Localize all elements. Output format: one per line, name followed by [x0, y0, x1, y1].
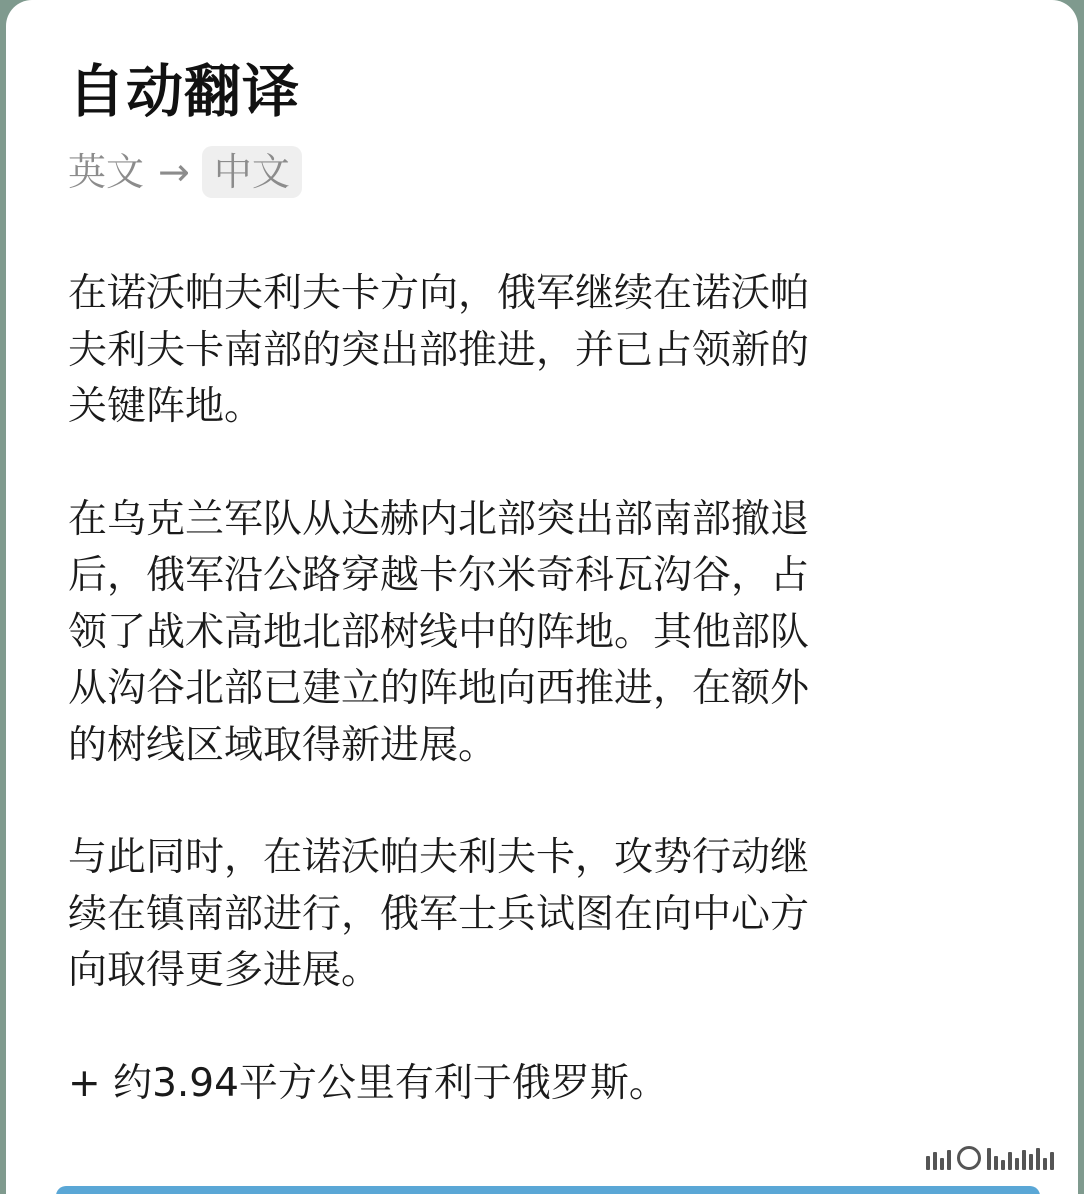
paragraph: + 约3.94平方公里有利于俄罗斯。: [68, 1060, 668, 1106]
source-language[interactable]: 英文: [68, 150, 145, 194]
language-switcher[interactable]: [68, 146, 302, 198]
translated-text: [68, 266, 988, 1168]
paragraph: 在乌克兰军队从达赫内北部突出部南部撤退 后，俄军沿公路穿越卡尔米奇科瓦沟谷，占 领了战术高地北部树线中的阵地。其他部队 从沟谷北部已建立的阵地向西推进，在额外 的树线区域取得新进展。: [68, 496, 810, 768]
bottom-action-bar[interactable]: [56, 1186, 1040, 1194]
target-language-chip[interactable]: 中文: [202, 146, 302, 198]
paragraph: 与此同时，在诺沃帕夫利夫卡，攻势行动继 续在镇南部进行，俄军士兵试图在向中心方 向取得更多进展。: [68, 835, 810, 993]
page-title: 自动翻译: [68, 59, 300, 125]
translation-card: [6, 0, 1078, 1194]
arrow-right-icon: →: [158, 150, 190, 194]
paragraph: 在诺沃帕夫利夫卡方向，俄军继续在诺沃帕 夫利夫卡南部的突出部推进，并已占领新的 关键阵地。: [68, 271, 810, 429]
watermark-logo: [926, 1142, 1054, 1170]
